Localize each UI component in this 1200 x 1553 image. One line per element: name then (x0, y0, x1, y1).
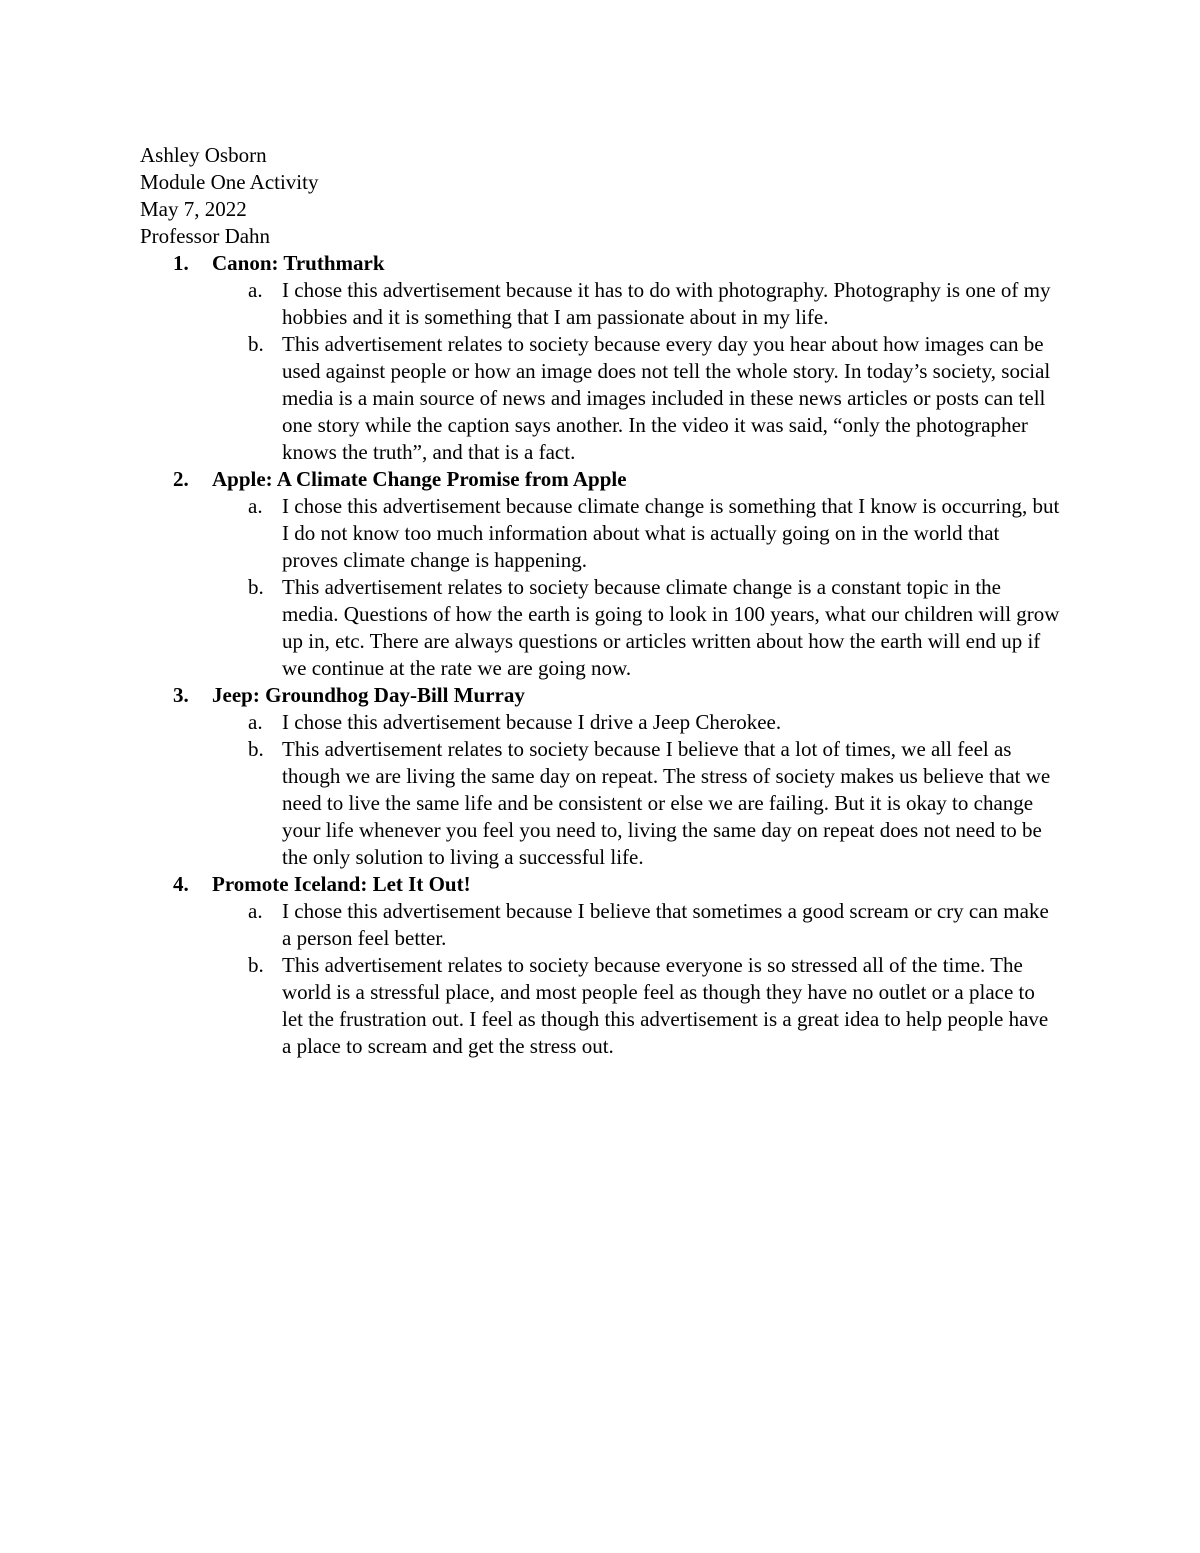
answer-item (212, 493, 1060, 574)
answer-letter: a. (248, 710, 263, 734)
answer-text: I chose this advertisement because I drive a Jeep Cherokee. (282, 710, 782, 734)
advertisement-section (140, 682, 1060, 871)
answer-item (212, 331, 1060, 466)
document-header (140, 142, 1060, 250)
professor-name: Professor Dahn (140, 224, 271, 248)
answer-list (212, 709, 1060, 871)
document-body (140, 142, 1060, 1060)
answer-item (212, 277, 1060, 331)
answer-letter: b. (248, 737, 264, 761)
answer-item (212, 736, 1060, 871)
advertisement-list (140, 250, 1060, 1060)
advertisement-section (140, 250, 1060, 466)
answer-item (212, 952, 1060, 1060)
answer-text: I chose this advertisement because climate change is something that I know is occurring, but I do not know too much information about what is actually going on in the world that proves climate change is happening. (282, 494, 1060, 572)
section-title: Canon: Truthmark (212, 251, 385, 275)
answer-letter: b. (248, 953, 264, 977)
document-date: May 7, 2022 (140, 197, 247, 221)
answer-text: This advertisement relates to society because climate change is a constant topic in the media. Questions of how the earth is going to look in 100 years, what our children will grow up in, etc. There are always questions or articles written about how the earth will end up if we continue at the rate we are going now. (282, 575, 1060, 680)
answer-item (212, 574, 1060, 682)
advertisement-section (140, 871, 1060, 1060)
answer-letter: a. (248, 278, 263, 302)
section-title: Apple: A Climate Change Promise from Apple (212, 467, 627, 491)
section-number: 4. (173, 872, 189, 896)
answer-text: This advertisement relates to society because everyone is so stressed all of the time. The world is a stressful place, and most people feel as though they have no outlet or a place to let the frustration out. I feel as though this advertisement is a great idea to help people have a place to scream and get the stress out. (282, 953, 1049, 1058)
author-name: Ashley Osborn (140, 143, 267, 167)
answer-text: This advertisement relates to society because I believe that a lot of times, we all feel as though we are living the same day on repeat. The stress of society makes us believe that we need to live the same life and be consistent or else we are failing. But it is okay to change your life whenever you feel you need to, living the same day on repeat does not need to be the only solution to living a successful life. (282, 737, 1051, 869)
answer-text: This advertisement relates to society because every day you hear about how images can be used against people or how an image does not tell the whole story. In today’s society, social media is a main source of news and images included in these news articles or posts can tell one story while the caption says another. In the video it was said, “only the photographer knows the truth”, and that is a fact. (282, 332, 1051, 464)
answer-text: I chose this advertisement because it has to do with photography. Photography is one of my hobbies and it is something that I am passionate about in my life. (282, 278, 1051, 329)
section-title: Promote Iceland: Let It Out! (212, 872, 471, 896)
answer-list (212, 493, 1060, 682)
answer-text: I chose this advertisement because I believe that sometimes a good scream or cry can make a person feel better. (282, 899, 1049, 950)
answer-letter: a. (248, 899, 263, 923)
answer-letter: a. (248, 494, 263, 518)
advertisement-section (140, 466, 1060, 682)
answer-list (212, 898, 1060, 1060)
answer-item (212, 709, 1060, 736)
section-number: 1. (173, 251, 189, 275)
section-title: Jeep: Groundhog Day-Bill Murray (212, 683, 525, 707)
section-number: 2. (173, 467, 189, 491)
answer-item (212, 898, 1060, 952)
section-number: 3. (173, 683, 189, 707)
assignment-title: Module One Activity (140, 170, 319, 194)
answer-letter: b. (248, 332, 264, 356)
answer-list (212, 277, 1060, 466)
answer-letter: b. (248, 575, 264, 599)
